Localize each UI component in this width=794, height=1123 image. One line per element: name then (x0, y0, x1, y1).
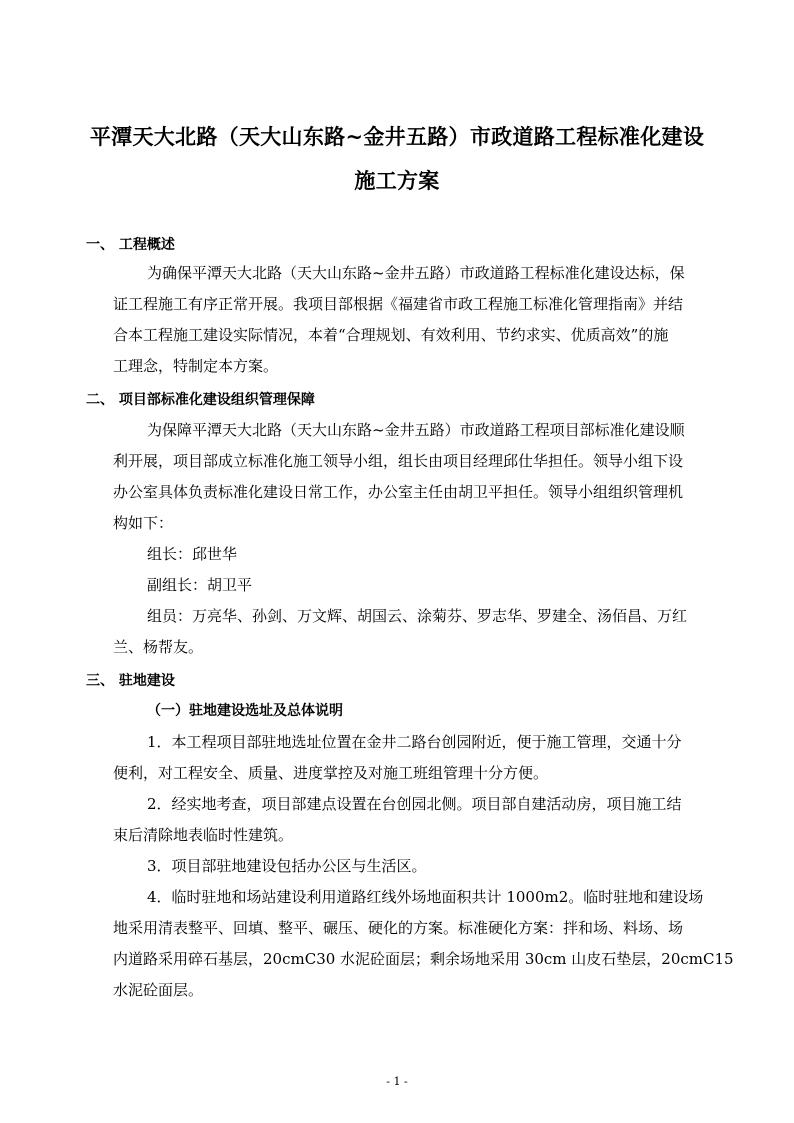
section-3-p4-line-3: 内道路采用碎石基层，20cmC30 水泥砼面层；剩余场地采用 30cm 山皮石垫层，20cmC15 (113, 950, 734, 968)
document-title-line-2: 施工方案 (354, 168, 440, 193)
section-3-p1-line-2: 便利，对工程安全、质量、进度掌控及对施工班组管理十分方便。 (113, 764, 549, 782)
section-3-p1-line-1: 1．本工程项目部驻地选址位置在金井二路台创园附近，便于施工管理，交通十分 (147, 733, 682, 751)
section-2-line-1: 为保障平潭天大北路（天大山东路~金井五路）市政道路工程项目部标准化建设顺 (147, 421, 685, 439)
section-1-heading: 一、 工程概述 (86, 237, 175, 253)
team-members-line-1: 组员：万亮华、孙剑、万文辉、胡国云、涂菊芬、罗志华、罗建全、汤佰昌、万红 (147, 607, 688, 625)
page-number: - 1 - (386, 1075, 408, 1088)
section-3-p4-line-4: 水泥砼面层。 (113, 981, 204, 999)
section-2-line-4: 构如下： (113, 514, 174, 532)
section-2-line-2: 利开展，项目部成立标准化施工领导小组，组长由项目经理邱仕华担任。领导小组下设 (113, 452, 684, 470)
section-3-p4-line-1: 4．临时驻地和场站建设利用道路红线外场地面积共计 1000m2。临时驻地和建设场 (147, 888, 704, 906)
section-1-line-1: 为确保平潭天大北路（天大山东路~金井五路）市政道路工程标准化建设达标，保 (147, 264, 685, 282)
section-1-line-3: 合本工程施工建设实际情况，本着“合理规划、有效利用、节约求实、优质高效”的施 (113, 326, 669, 344)
team-leader: 组长：邱世华 (147, 545, 238, 563)
document-title-line-1: 平潭天大北路（天大山东路~金井五路）市政道路工程标准化建设 (89, 124, 705, 149)
section-3-p4-line-2: 地采用清表整平、回填、整平、碾压、硬化的方案。标准硬化方案：拌和场、料场、场 (113, 919, 684, 937)
section-3-heading: 三、 驻地建设 (86, 673, 175, 689)
section-3-p2-line-1: 2．经实地考查，项目部建点设置在台创园北侧。项目部自建活动房，项目施工结 (147, 795, 682, 813)
section-3-p2-line-2: 束后清除地表临时性建筑。 (113, 826, 294, 844)
section-1-line-4: 工理念，特制定本方案。 (113, 357, 279, 375)
team-members-line-2: 兰、杨帮友。 (113, 638, 204, 656)
section-2-line-3: 办公室具体负责标准化建设日常工作，办公室主任由胡卫平担任。领导小组组织管理机 (113, 483, 684, 501)
section-2-heading: 二、 项目部标准化建设组织管理保障 (86, 392, 315, 408)
section-3-p3-line-1: 3．项目部驻地建设包括办公区与生活区。 (147, 857, 427, 875)
team-deputy-leader: 副组长：胡卫平 (147, 576, 253, 594)
section-1-line-2: 证工程施工有序正常开展。我项目部根据《福建省市政工程施工标准化管理指南》并结 (113, 295, 684, 313)
section-3-subheading: （一）驻地建设选址及总体说明 (147, 703, 343, 719)
